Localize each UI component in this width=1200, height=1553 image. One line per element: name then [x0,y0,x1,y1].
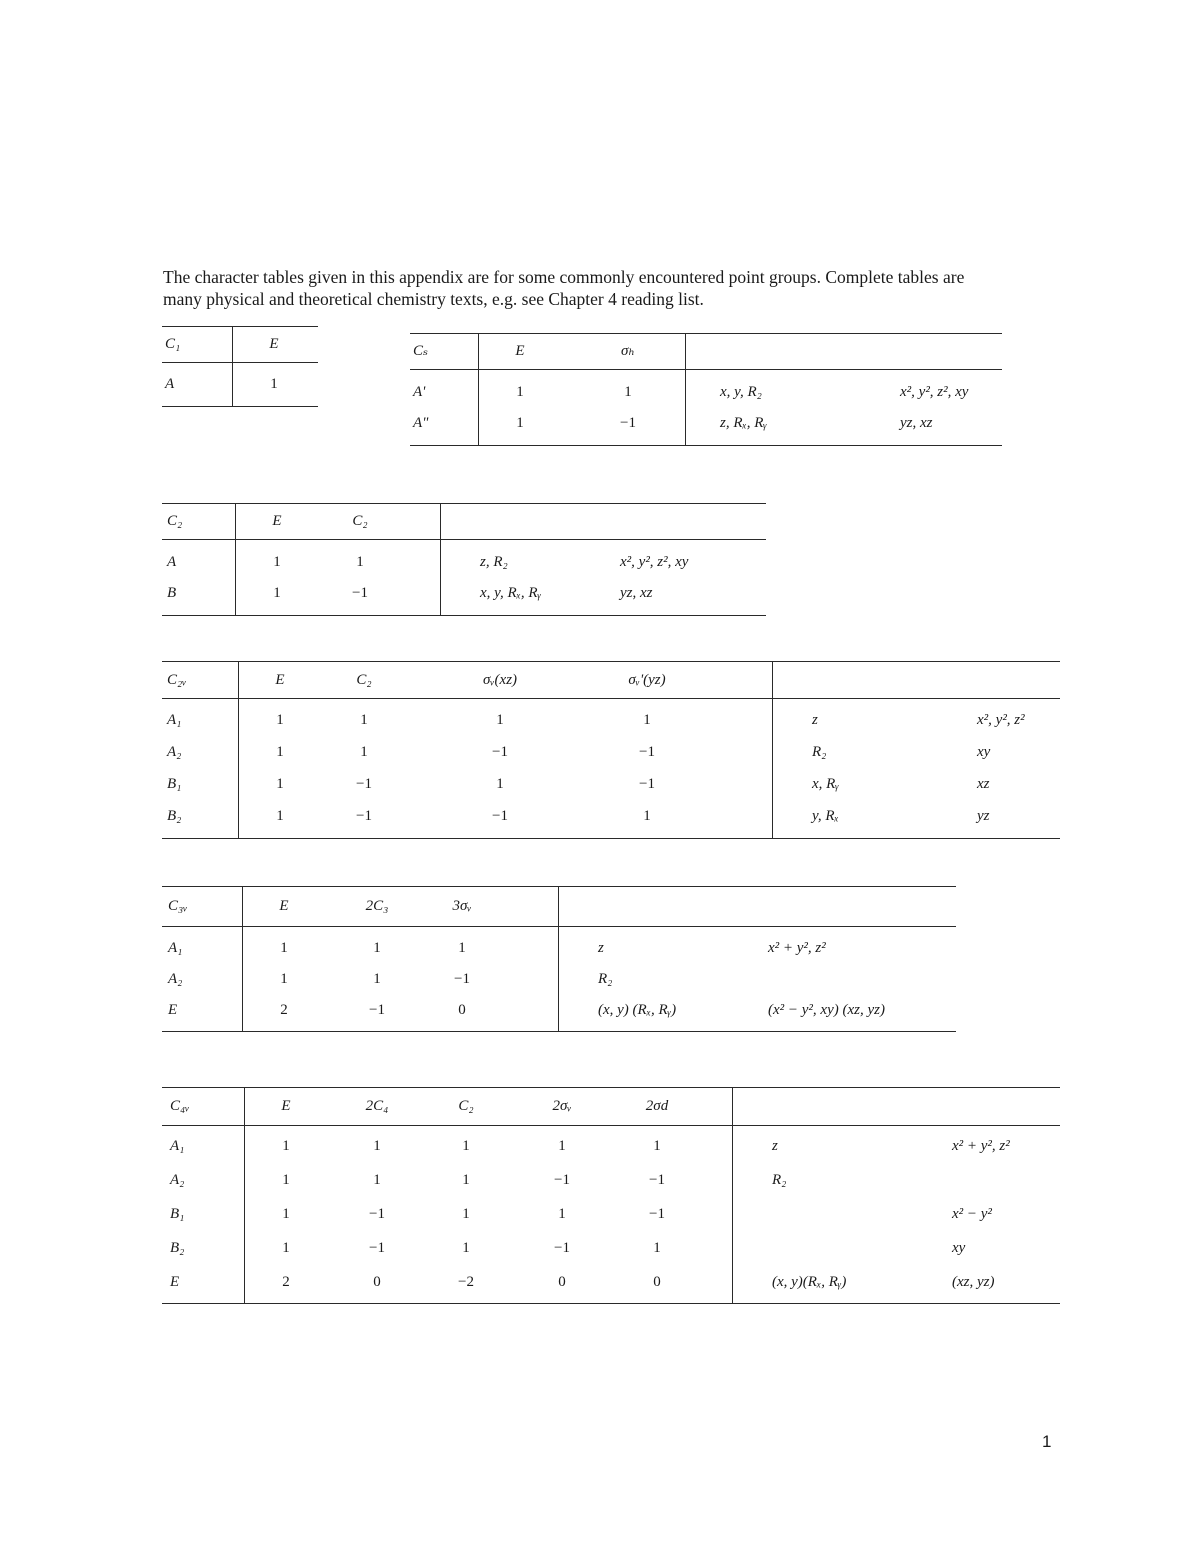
character-value: 1 [496,776,504,792]
symmetry-operation-header: E [279,898,289,914]
character-value: 1 [282,1206,290,1222]
irrep-label: A₁ [167,712,182,728]
intro-line-1: The character tables given in this appendix are for some commonly encountered point groups. Complete tables are [163,267,965,287]
table-bottom-rule [162,1303,1060,1304]
character-value: −1 [649,1206,665,1222]
character-value: 2 [280,1001,288,1018]
irrep-label: B [167,584,177,601]
table-basis-divider [685,333,686,445]
symmetry-operation-header: E [515,343,525,359]
character-value: 1 [373,939,381,956]
quadratic-function: yz, xz [900,414,933,431]
character-value: 1 [270,376,278,392]
quadratic-function: (xz, yz) [952,1274,995,1290]
character-value: 1 [462,1138,470,1154]
table-bottom-rule [162,406,318,407]
irrep-label: E [168,1001,178,1018]
table-basis-divider [558,886,559,1031]
character-value: 0 [373,1274,381,1290]
character-value: −1 [369,1206,385,1222]
character-value: 1 [462,1240,470,1256]
point-group-label: C₂ᵥ [167,671,187,688]
character-value: 1 [653,1240,661,1256]
table-group-divider [242,886,243,1031]
character-value: 1 [558,1138,566,1154]
symmetry-operation-header: E [275,671,285,688]
linear-function: z, Rₓ, Rᵧ [720,414,767,431]
quadratic-function: xz [977,776,990,792]
character-value: −1 [649,1172,665,1188]
symmetry-operation-header: σᵥ(xz) [482,671,518,688]
character-value: 0 [458,1001,466,1018]
table-header-rule [162,926,956,927]
table-group-divider [232,326,233,406]
table-top-rule [410,333,1002,334]
point-group-label: C₃ᵥ [168,898,188,914]
character-value: 1 [282,1172,290,1188]
quadratic-function: yz, xz [620,584,653,601]
linear-function: R₂ [772,1172,787,1188]
character-value: −1 [356,776,372,792]
symmetry-operation-header: 2C₄ [365,1098,389,1114]
irrep-label: B₂ [170,1240,185,1256]
linear-function: z, R₂ [480,553,508,570]
quadratic-function: x², y², z² [977,712,1025,728]
character-value: 1 [516,383,524,400]
character-value: 1 [276,712,284,728]
quadratic-function: x² + y², z² [952,1138,1010,1154]
character-value: −1 [554,1240,570,1256]
irrep-label: A₂ [170,1172,185,1188]
character-value: 1 [458,939,466,956]
character-value: 1 [373,1138,381,1154]
linear-function: (x, y) (Rₓ, Rᵧ) [598,1001,677,1018]
quadratic-function: xy [952,1240,966,1256]
quadratic-function: x², y², z², xy [620,553,689,570]
quadratic-function: x² − y² [952,1206,992,1222]
character-value: 1 [462,1206,470,1222]
character-value: 1 [276,744,284,760]
table-bottom-rule [410,445,1002,446]
character-value: 1 [280,970,288,987]
character-value: −1 [454,970,470,987]
table-bottom-rule [162,838,1060,839]
character-value: 1 [643,712,651,728]
character-value: −1 [369,1001,385,1018]
intro-line-2: many physical and theoretical chemistry texts, e.g. see Chapter 4 reading list. [163,289,704,309]
character-value: 1 [373,1172,381,1188]
character-value: 1 [516,414,524,431]
irrep-label: A [167,553,177,570]
character-table-c3v [162,886,956,1031]
table-group-divider [244,1087,245,1303]
linear-function: R₂ [598,970,613,987]
character-table-cs [410,333,1002,445]
character-value: −1 [554,1172,570,1188]
irrep-label: B₁ [170,1206,185,1222]
character-value: 1 [356,553,364,570]
character-table-c2v [162,661,1060,838]
table-top-rule [162,1087,1060,1088]
irrep-label: A₂ [167,744,182,760]
table-group-divider [235,503,236,615]
table-bottom-rule [162,615,766,616]
character-value: −1 [639,744,655,760]
irrep-label: A [165,376,175,392]
symmetry-operation-header: 2σd [645,1098,669,1114]
point-group-label: C₂ [167,513,183,529]
irrep-label: B₂ [167,808,182,824]
character-value: −1 [352,584,368,601]
quadratic-function: x² + y², z² [768,939,826,956]
symmetry-operation-header: 2σᵥ [552,1098,572,1114]
character-value: −1 [639,776,655,792]
character-value: 1 [653,1138,661,1154]
page-number: 1 [1042,1432,1052,1451]
linear-function: x, y, Rₓ, Rᵧ [480,584,542,601]
table-header-rule [162,539,766,540]
symmetry-operation-header: E [281,1098,291,1114]
quadratic-function: (x² − y², xy) (xz, yz) [768,1001,885,1018]
character-value: −1 [492,744,508,760]
irrep-label: A₁ [170,1138,185,1154]
linear-function: z [812,712,818,728]
point-group-label: C₄ᵥ [170,1098,190,1114]
linear-function: y, Rₓ [812,808,839,824]
character-table-c1 [162,326,318,406]
character-value: 1 [373,970,381,987]
table-group-divider [478,333,479,445]
intro-paragraph [163,266,1083,310]
table-header-rule [162,1125,1060,1126]
symmetry-operation-header: C₂ [352,513,368,529]
irrep-label: B₁ [167,776,182,792]
character-value: −1 [620,414,636,431]
table-bottom-rule [162,1031,956,1032]
quadratic-function: xy [977,744,991,760]
character-value: 1 [360,712,368,728]
point-group-label: Cₛ [413,343,429,359]
table-top-rule [162,503,766,504]
character-value: 1 [280,939,288,956]
linear-function: z [772,1138,778,1154]
character-value: 1 [496,712,504,728]
character-value: 1 [558,1206,566,1222]
irrep-label: E [170,1274,180,1290]
character-value: 1 [462,1172,470,1188]
symmetry-operation-header: 2C₃ [365,898,389,914]
irrep-label: A₁ [168,939,183,956]
character-value: −1 [369,1240,385,1256]
linear-function: x, y, R₂ [720,383,762,400]
symmetry-operation-header: C₂ [458,1098,474,1114]
symmetry-operation-header: E [272,513,282,529]
quadratic-function: x², y², z², xy [900,383,969,400]
character-value: 1 [624,383,632,400]
character-table-c4v [162,1087,1060,1303]
table-basis-divider [732,1087,733,1303]
table-basis-divider [440,503,441,615]
character-value: −1 [356,808,372,824]
character-value: 0 [558,1274,566,1290]
linear-function: (x, y)(Rₓ, Rᵧ) [772,1274,847,1290]
table-header-rule [410,369,1002,370]
quadratic-function: yz [977,808,990,824]
irrep-label: A₂ [168,970,183,987]
symmetry-operation-header: C₂ [356,671,372,688]
character-value: 1 [276,808,284,824]
character-value: 1 [643,808,651,824]
table-top-rule [162,886,956,887]
character-value: −1 [492,808,508,824]
table-basis-divider [772,661,773,838]
linear-function: x, Rᵧ [812,776,839,792]
table-header-rule [162,698,1060,699]
character-value: 1 [276,776,284,792]
character-value: 1 [282,1138,290,1154]
table-top-rule [162,661,1060,662]
symmetry-operation-header: σᵥ'(yz) [628,671,666,688]
character-value: 1 [273,584,281,601]
irrep-label: A" [413,414,429,431]
symmetry-operation-header: E [269,336,279,352]
character-value: 1 [282,1240,290,1256]
point-group-label: C₁ [165,336,181,352]
irrep-label: A' [413,383,426,400]
character-value: 1 [360,744,368,760]
character-value: 0 [653,1274,661,1290]
character-value: −2 [458,1274,474,1290]
linear-function: z [598,939,604,956]
table-header-rule [162,362,318,363]
linear-function: R₂ [812,744,827,760]
character-table-c2 [162,503,766,615]
symmetry-operation-header: σₕ [621,343,635,359]
character-value: 2 [282,1274,290,1290]
symmetry-operation-header: 3σᵥ [452,898,472,914]
table-group-divider [238,661,239,838]
table-top-rule [162,326,318,327]
character-value: 1 [273,553,281,570]
